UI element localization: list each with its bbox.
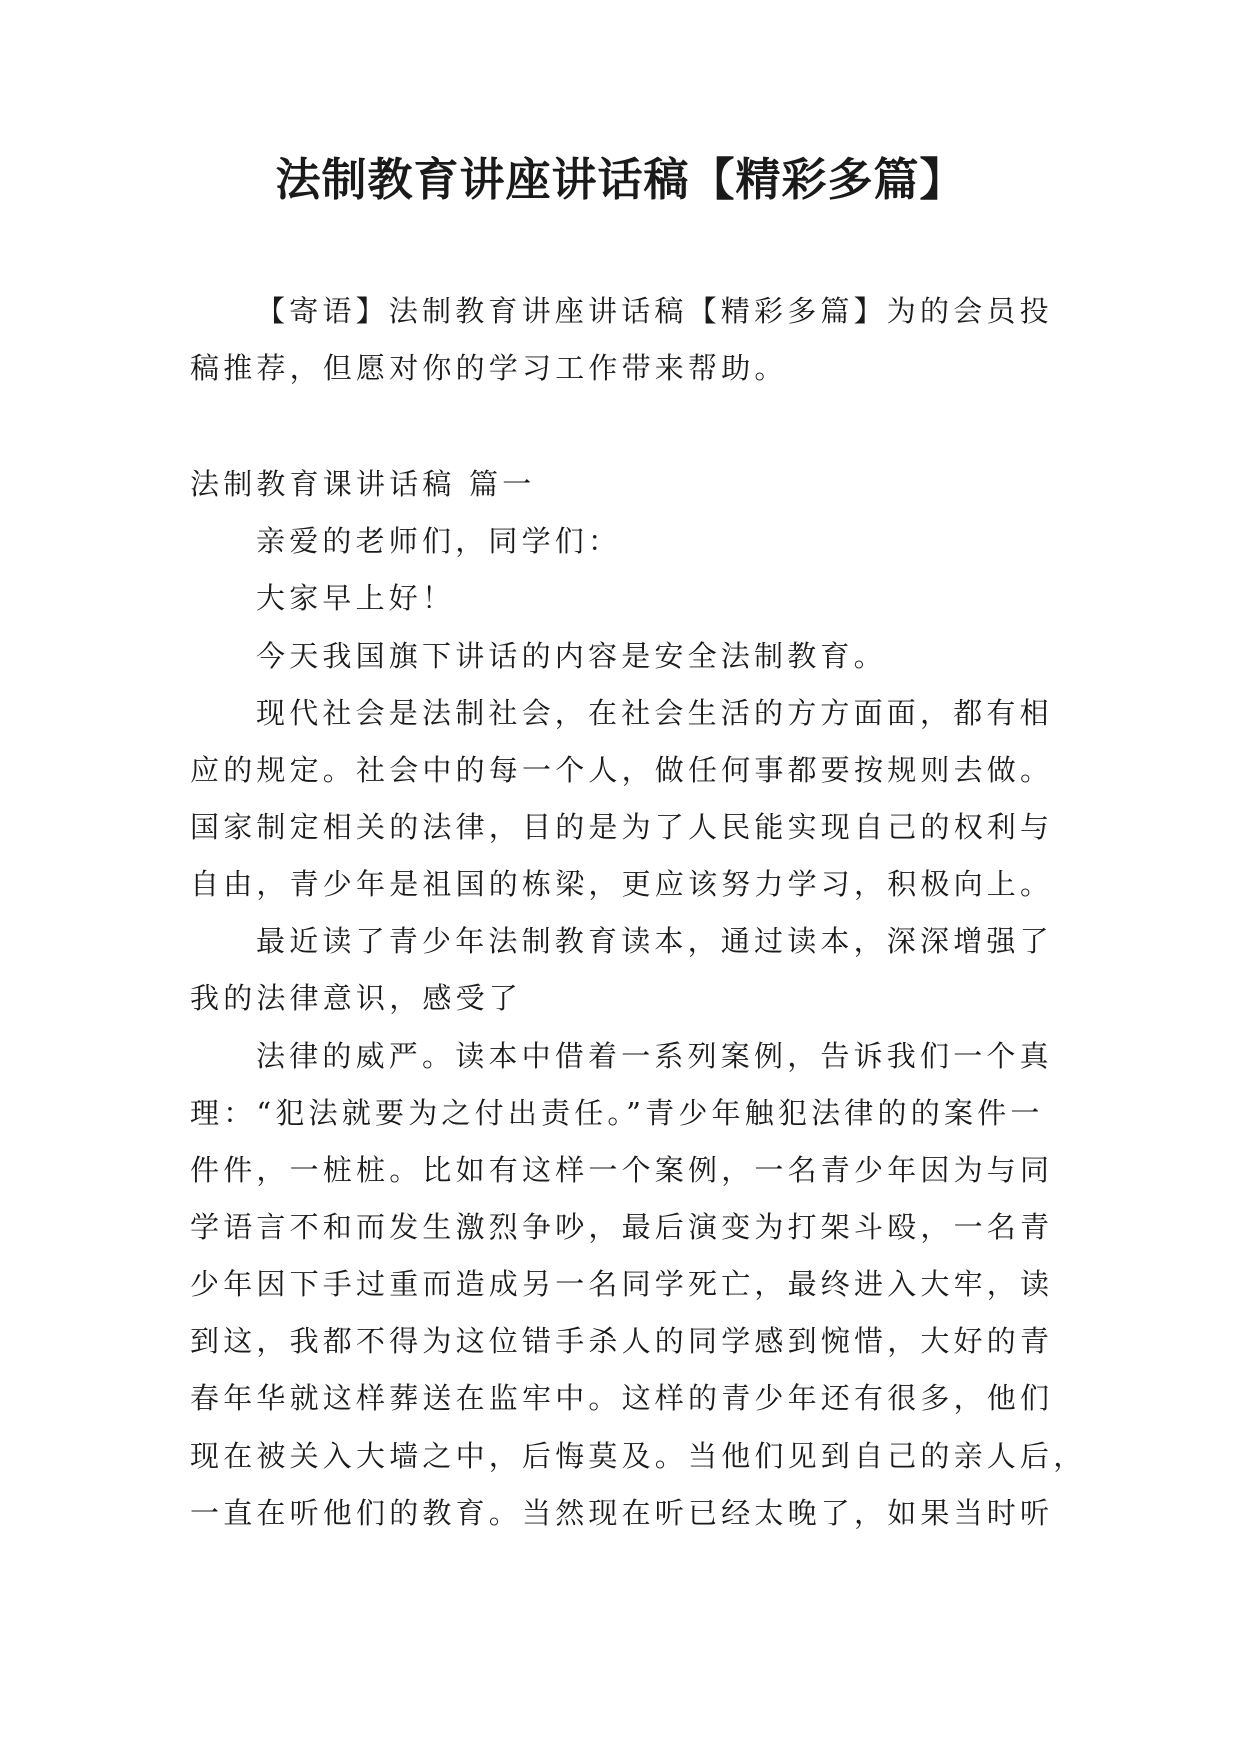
body-line: 少年因下手过重而造成另一名同学死亡，最终进入大牢，读 bbox=[190, 1267, 1054, 1301]
document-title: 法制教育讲座讲话稿【精彩多篇】 bbox=[275, 153, 966, 206]
preface-line: 稿推荐，但愿对你的学习工作带来帮助。 bbox=[190, 351, 788, 385]
preface-line: 【寄语】法制教育讲座讲话稿【精彩多篇】为的会员投 bbox=[256, 294, 1053, 328]
salutation: 亲爱的老师们，同学们： bbox=[256, 524, 622, 558]
body-line: 国家制定相关的法律，目的是为了人民能实现自己的权利与 bbox=[190, 810, 1054, 844]
body-line: 春年华就这样葬送在监牢中。这样的青少年还有很多，他们 bbox=[190, 1381, 1054, 1415]
body-line: 一直在听他们的教育。当然现在听已经太晚了，如果当时听 bbox=[190, 1496, 1054, 1530]
greeting: 大家早上好！ bbox=[256, 581, 456, 615]
section-heading: 法制教育课讲话稿 篇一 bbox=[190, 467, 536, 501]
body-line: 现在被关入大墙之中，后悔莫及。当他们见到自己的亲人后， bbox=[190, 1439, 1087, 1473]
body-line: 现代社会是法制社会，在社会生活的方方面面，都有相 bbox=[256, 696, 1053, 730]
body-line: 件件，一桩桩。比如有这样一个案例，一名青少年因为与同 bbox=[190, 1153, 1054, 1187]
body-line: 自由，青少年是祖国的栋梁，更应该努力学习，积极向上。 bbox=[190, 867, 1054, 901]
body-line: 今天我国旗下讲话的内容是安全法制教育。 bbox=[256, 639, 887, 673]
body-line: 最近读了青少年法制教育读本，通过读本，深深增强了 bbox=[256, 924, 1053, 958]
body-line: 理：“犯法就要为之付出责任。”青少年触犯法律的的案件一 bbox=[190, 1096, 1044, 1130]
body-line: 法律的威严。读本中借着一系列案例，告诉我们一个真 bbox=[256, 1039, 1053, 1073]
body-line: 应的规定。社会中的每一个人，做任何事都要按规则去做。 bbox=[190, 753, 1054, 787]
body-line: 到这，我都不得为这位错手杀人的同学感到惋惜，大好的青 bbox=[190, 1324, 1054, 1358]
body-line: 学语言不和而发生激烈争吵，最后演变为打架斗殴，一名青 bbox=[190, 1210, 1054, 1244]
body-line: 我的法律意识，感受了 bbox=[190, 981, 523, 1015]
